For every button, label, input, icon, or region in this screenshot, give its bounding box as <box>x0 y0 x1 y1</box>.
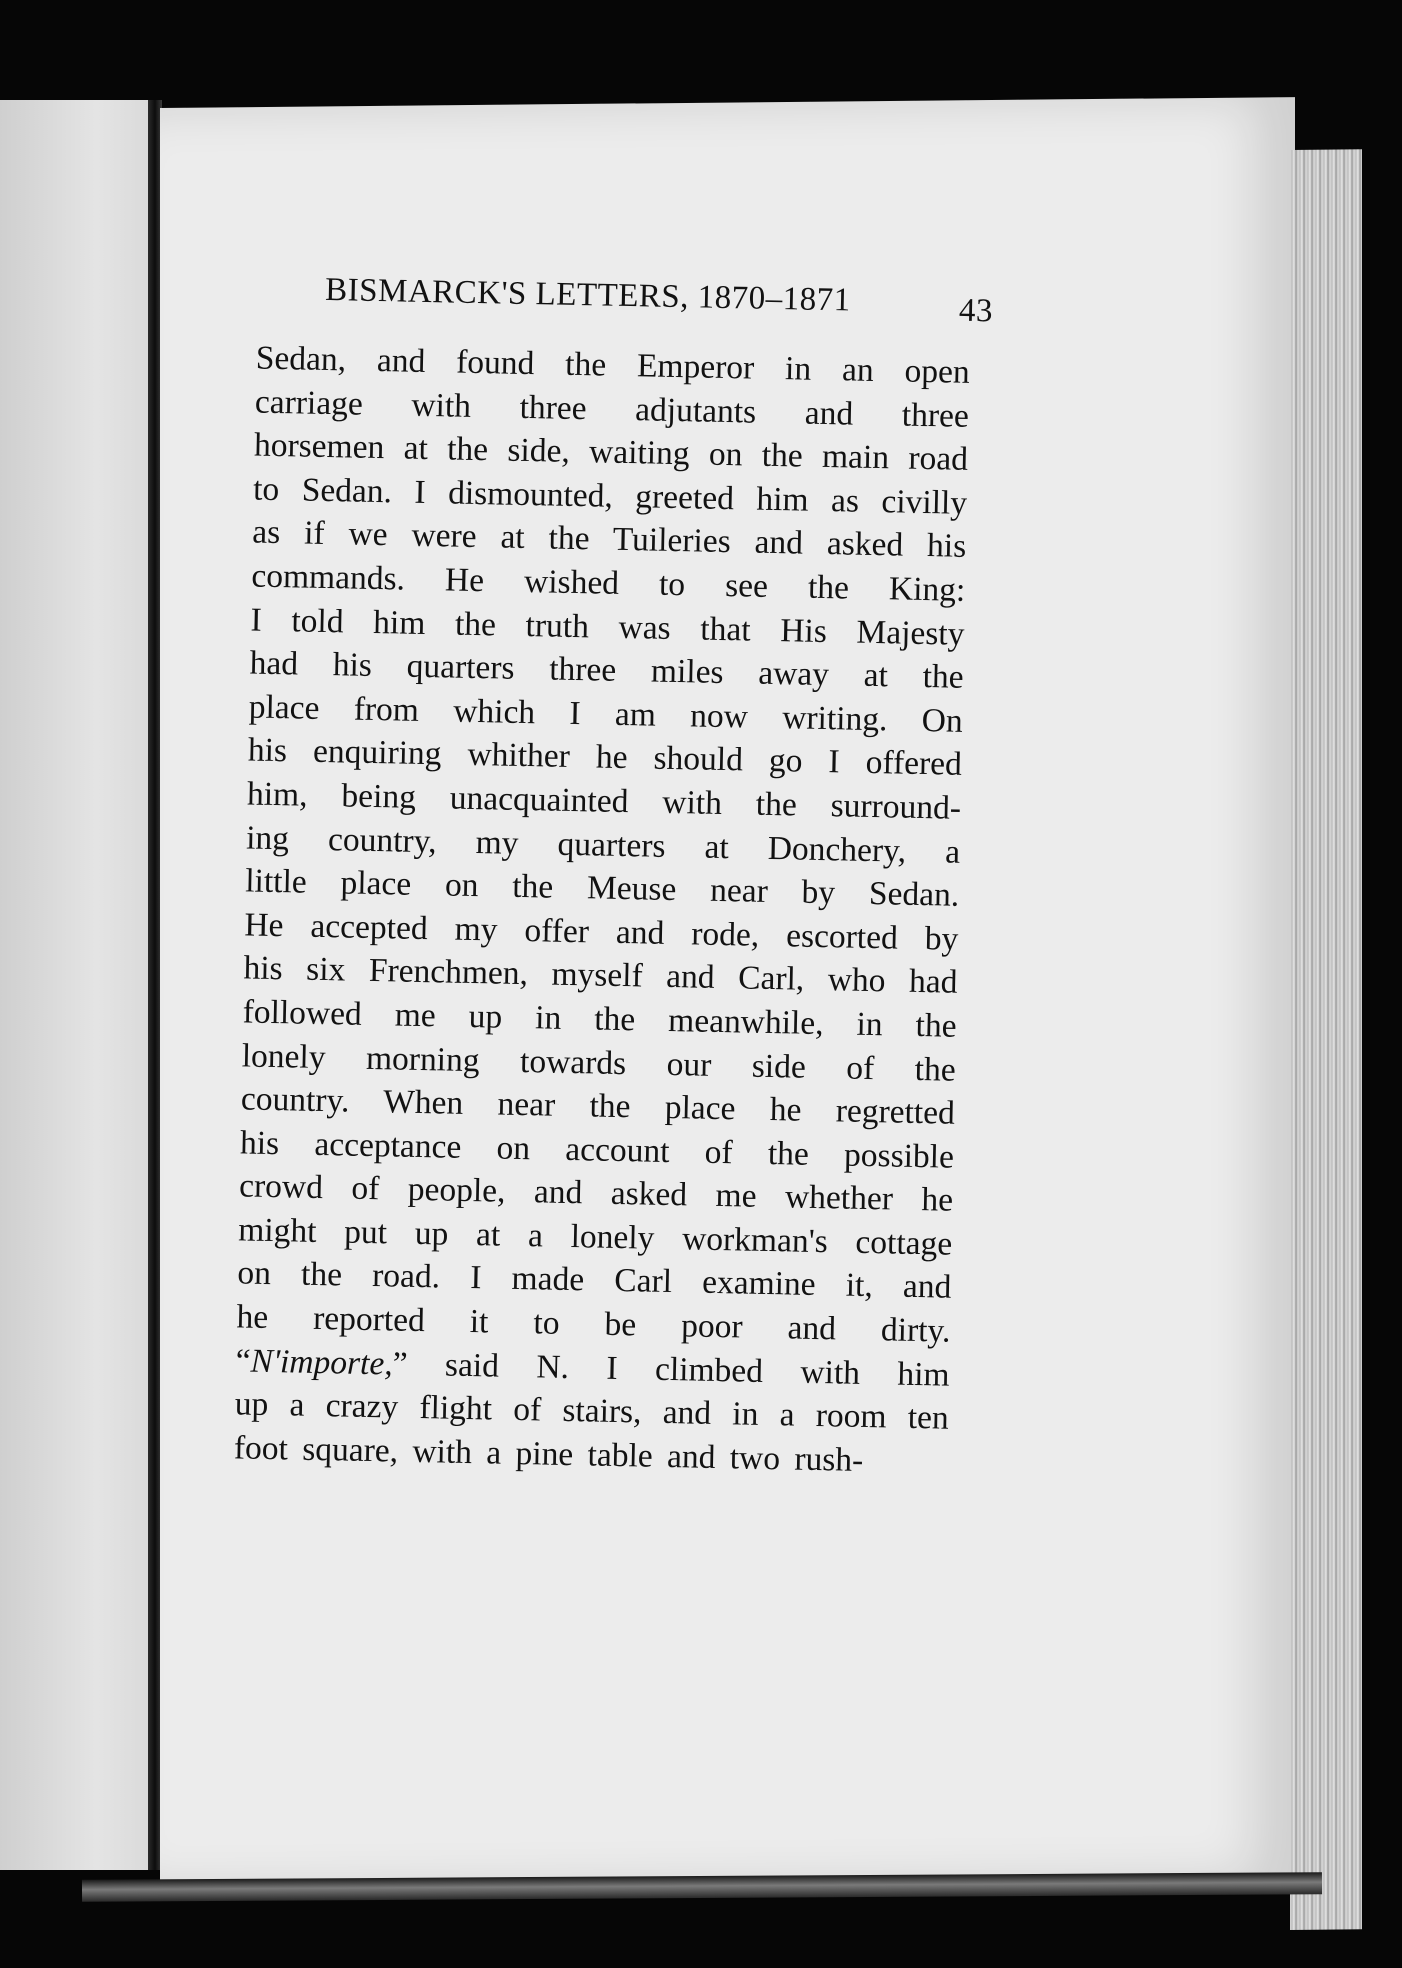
text-line: up a crazy flight of stairs, and in a room ten <box>234 1385 950 1437</box>
text-line: He accepted my offer and rode, escorted by <box>244 906 959 958</box>
text-line: place from which I am now writing. On <box>248 688 964 740</box>
text-line: he reported it to be poor and dirty. <box>236 1298 951 1350</box>
text-line: I told him the truth was that His Majesty <box>250 601 965 653</box>
text-line: country. When near the place he regretted <box>240 1080 956 1132</box>
text-line: his acceptance on account of the possible <box>239 1124 955 1176</box>
text-line: Sedan, and found the Emperor in an open <box>255 339 971 391</box>
text-line: his six Frenchmen, myself and Carl, who had <box>243 949 958 1002</box>
text-line: had his quarters three miles away at the <box>249 644 964 696</box>
text-line: commands. He wished to see the King: <box>251 557 966 609</box>
text-line: carriage with three adjutants and three <box>254 383 970 435</box>
text-line: on the road. I made Carl examine it, and <box>237 1254 952 1307</box>
text-line: horsemen at the side, waiting on the main road <box>253 426 969 479</box>
italic-word: N'importe, <box>250 1342 394 1383</box>
text-line: as if we were at the Tuileries and asked his <box>251 513 967 566</box>
open-quote: “ <box>235 1341 251 1380</box>
text-line: followed me up in the meanwhile, in the <box>242 993 957 1045</box>
text-line: his enquiring whither he should go I offered <box>247 731 963 784</box>
page-stack-edges <box>1290 149 1362 1930</box>
text-line: little place on the Meuse near by Sedan. <box>244 862 960 914</box>
text-line: might put up at a lonely workman's cottage <box>237 1211 953 1263</box>
left-page-edge <box>0 100 160 1870</box>
text-line: lonely morning towards our side of the <box>241 1036 957 1089</box>
text-line: crowd of people, and asked me whether he <box>238 1167 954 1219</box>
running-title: BISMARCK'S LETTERS, 1870–1871 <box>324 271 852 319</box>
line-rest: ” said N. I climbed with him <box>392 1345 950 1394</box>
page-number: 43 <box>958 292 994 330</box>
text-line: to Sedan. I dismounted, greeted him as civilly <box>252 470 968 522</box>
text-line: ing country, my quarters at Donchery, a <box>245 818 961 871</box>
text-line: him, being unacquainted with the surround- <box>246 775 962 827</box>
page-content <box>206 250 1010 1485</box>
body-text <box>206 336 1009 1485</box>
text-line-last: foot square, with a pine table and two rush- <box>233 1429 864 1479</box>
